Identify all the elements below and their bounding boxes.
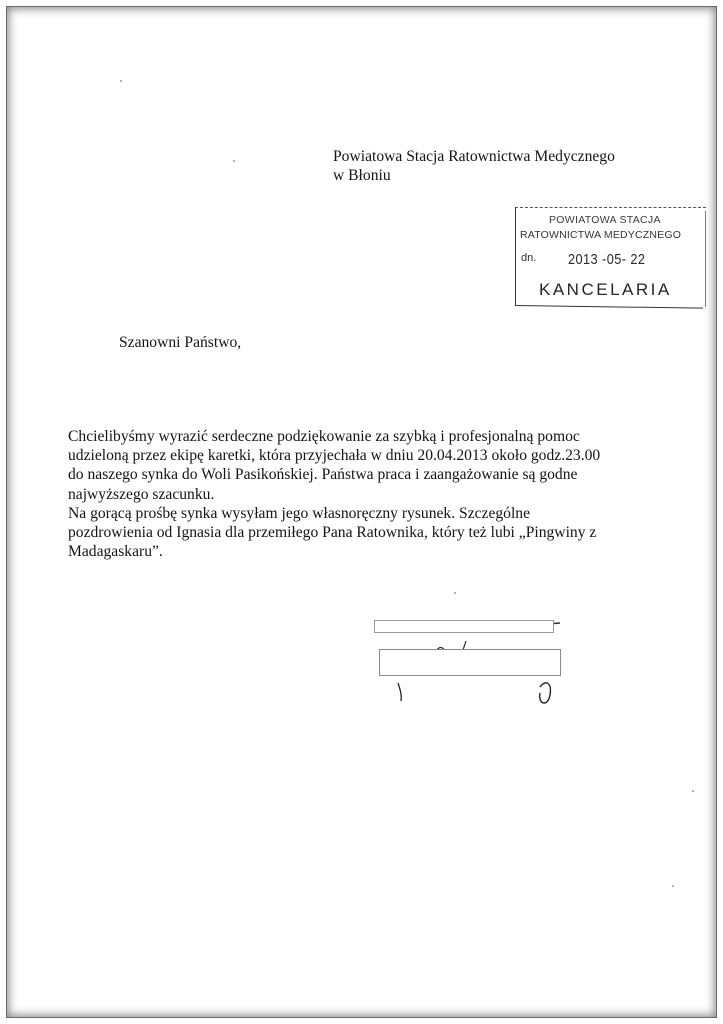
body-line: Chcielibyśmy wyrazić serdeczne podziękowanie za szybką i profesjonalną pomoc: [68, 428, 580, 445]
addressee-line-1: Powiatowa Stacja Ratownictwa Medycznego: [333, 148, 615, 165]
letter-page: [12, 20, 710, 1005]
stamp-line-1: POWIATOWA STACJA: [549, 214, 661, 226]
stamp-date: 2013 -05- 22: [568, 251, 646, 268]
redaction-box-signature: [379, 649, 561, 676]
body-line: do naszego synka do Woli Pasikońskiej. Państwa praca i zaangażowanie są godne: [68, 466, 578, 484]
stamp-border-right: [705, 211, 706, 307]
stamp-line-2: RATOWNICTWA MEDYCZNEGO: [520, 229, 682, 241]
body-line: najwyższego szacunku.: [68, 485, 215, 503]
stamp-border-top: [515, 207, 706, 208]
scan-speck: [672, 885, 674, 887]
stamp-border-bottom: [515, 305, 703, 309]
body-line: pozdrowienia od Ignasia dla przemiłego Pana Ratownika, który też lubi „Pingwiny z: [68, 524, 597, 542]
scan-speck: [692, 790, 694, 792]
greeting: Szanowni Państwo,: [119, 334, 242, 351]
addressee-line-2: w Błoniu: [333, 167, 391, 184]
scan-speck: [454, 592, 456, 594]
scan-speck: [233, 160, 235, 162]
body-line: Na gorącą prośbę synka wysyłam jego własnoręczny rysunek. Szczególne: [68, 504, 531, 522]
stamp-dn-label: dn.: [521, 252, 537, 264]
letter-body: [68, 427, 668, 561]
stamp-office: KANCELARIA: [539, 280, 672, 299]
redaction-box-name: [374, 620, 554, 633]
body-line: udzieloną przez ekipę karetki, która przyjechała w dniu 20.04.2013 około godz.23.00: [68, 447, 601, 465]
scan-speck: [120, 80, 122, 82]
signature-area: [364, 605, 584, 705]
stamp-border-left: [515, 207, 516, 305]
receipt-stamp: [515, 207, 706, 312]
addressee-block: [333, 147, 615, 185]
body-line: Madagaskaru”.: [68, 543, 163, 561]
